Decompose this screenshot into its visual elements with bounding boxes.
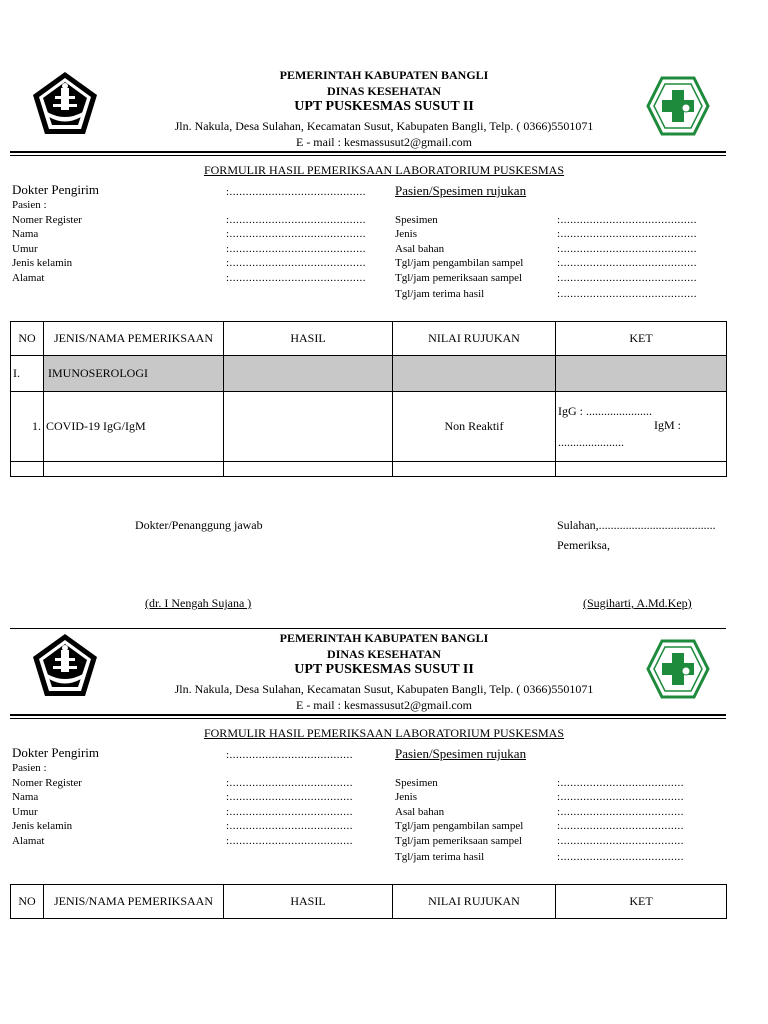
field-dokter-pengirim-2[interactable]: :...................................... [226, 749, 354, 761]
field-dokter-pengirim[interactable]: :.......................................... [226, 186, 367, 198]
header-divider-thin-2 [10, 718, 726, 719]
label-spesimen: Spesimen [395, 214, 438, 226]
row-no: 1. [11, 392, 44, 462]
header-department: DINAS KESEHATAN [327, 84, 441, 98]
table-header-row [11, 885, 727, 919]
header-ket: KET [556, 885, 727, 919]
header-government-2: PEMERINTAH KABUPATEN BANGLI [279, 631, 489, 645]
header-jenis: JENIS/NAMA PEMERIKSAAN [44, 322, 224, 356]
label-jenis-2: Jenis [395, 791, 417, 803]
field-nomer-register[interactable]: :.......................................... [226, 214, 367, 226]
ket-igm-dots: ...................... [558, 435, 624, 449]
section-nilai-cell [393, 356, 556, 392]
header-ket: KET [556, 322, 727, 356]
field-tgl-terima-2[interactable]: :...................................... [557, 851, 685, 863]
field-spesimen[interactable]: :.......................................... [557, 214, 698, 226]
table-row-empty [11, 462, 727, 477]
ket-igg: IgG : ...................... [558, 404, 652, 418]
label-tgl-pengambilan: Tgl/jam pengambilan sampel [395, 257, 524, 269]
header-hasil: HASIL [224, 322, 393, 356]
header-puskesmas-2: UPT PUSKESMAS SUSUT II [294, 662, 474, 677]
table-header-row [11, 322, 727, 356]
label-nomer-register: Nomer Register [12, 214, 82, 226]
field-asal-bahan[interactable]: :.......................................... [557, 243, 698, 255]
label-alamat-2: Alamat [12, 835, 45, 847]
label-nomer-register-2: Nomer Register [12, 777, 82, 789]
field-nama[interactable]: :.......................................... [226, 228, 367, 240]
row-name: COVID-19 IgG/IgM [44, 392, 224, 462]
field-umur[interactable]: :.......................................... [226, 243, 367, 255]
label-alamat: Alamat [12, 272, 45, 284]
header-no: NO [11, 322, 44, 356]
label-asal-bahan: Asal bahan [395, 243, 445, 255]
header-email-2: E - mail : kesmassusut2@gmail.com [295, 698, 473, 712]
label-jenis: Jenis [395, 228, 417, 240]
empty-cell [44, 462, 224, 477]
ket-igm: IgM : [654, 418, 681, 432]
header-nilai-rujukan: NILAI RUJUKAN [393, 322, 556, 356]
label-pasien-spesimen-rujukan-2: Pasien/Spesimen rujukan [395, 746, 527, 761]
field-nomer-register-2[interactable]: :...................................... [226, 777, 354, 789]
dokter-label: Dokter/Penanggung jawab [135, 518, 263, 532]
field-tgl-pemeriksaan-2[interactable]: :...................................... [557, 835, 685, 847]
header-department-2: DINAS KESEHATAN [327, 647, 441, 661]
empty-cell [11, 462, 44, 477]
field-spesimen-2[interactable]: :...................................... [557, 777, 685, 789]
label-tgl-pemeriksaan-2: Tgl/jam pemeriksaan sampel [395, 835, 523, 847]
pemeriksa-label: Pemeriksa, [557, 538, 610, 552]
label-asal-bahan-2: Asal bahan [395, 806, 445, 818]
label-pasien-spesimen-rujukan: Pasien/Spesimen rujukan [395, 183, 527, 198]
form-separator [10, 628, 726, 629]
label-tgl-terima: Tgl/jam terima hasil [395, 288, 485, 300]
section-hasil-cell [224, 356, 393, 392]
form-title-2: FORMULIR HASIL PEMERIKSAAN LABORATORIUM PUSKESMAS [203, 726, 565, 740]
field-asal-bahan-2[interactable]: :...................................... [557, 806, 685, 818]
header-address-2: Jln. Nakula, Desa Sulahan, Kecamatan Susut, Kabupaten Bangli, Telp. ( 0366)5501071 [174, 682, 594, 696]
place-date[interactable]: Sulahan,....................................... [557, 518, 716, 532]
empty-cell [556, 462, 727, 477]
header-hasil: HASIL [224, 885, 393, 919]
field-tgl-pengambilan[interactable]: :.......................................... [557, 257, 698, 269]
label-nama-2: Nama [12, 791, 39, 803]
dokter-name: (dr. I Nengah Sujana ) [145, 596, 252, 610]
label-jenis-kelamin-2: Jenis kelamin [12, 820, 73, 832]
section-no: I. [11, 356, 44, 392]
pemeriksa-name: (Sugiharti, A.Md.Kep) [583, 596, 692, 610]
empty-cell [224, 462, 393, 477]
field-tgl-pemeriksaan[interactable]: :.......................................... [557, 272, 698, 284]
row-ket[interactable] [556, 392, 727, 462]
header-nilai-rujukan: NILAI RUJUKAN [393, 885, 556, 919]
field-jenis-2[interactable]: :...................................... [557, 791, 685, 803]
lab-results-table-2 [10, 884, 727, 919]
label-tgl-pemeriksaan: Tgl/jam pemeriksaan sampel [395, 272, 523, 284]
empty-cell [393, 462, 556, 477]
label-jenis-kelamin: Jenis kelamin [12, 257, 73, 269]
table-row [11, 392, 727, 462]
field-nama-2[interactable]: :...................................... [226, 791, 354, 803]
label-dokter-pengirim-2: Dokter Pengirim [12, 745, 100, 760]
label-tgl-terima-2: Tgl/jam terima hasil [395, 851, 485, 863]
row-nilai-rujukan: Non Reaktif [393, 392, 556, 462]
label-pasien: Pasien : [12, 199, 47, 211]
field-tgl-terima[interactable]: :.......................................... [557, 288, 698, 300]
label-dokter-pengirim: Dokter Pengirim [12, 182, 100, 197]
header-jenis: JENIS/NAMA PEMERIKSAAN [44, 885, 224, 919]
field-jenis-kelamin-2[interactable]: :...................................... [226, 820, 354, 832]
header-no: NO [11, 885, 44, 919]
header-puskesmas: UPT PUSKESMAS SUSUT II [294, 99, 474, 114]
header-address: Jln. Nakula, Desa Sulahan, Kecamatan Susut, Kabupaten Bangli, Telp. ( 0366)5501071 [174, 119, 594, 133]
label-pasien-2: Pasien : [12, 762, 47, 774]
field-jenis-kelamin[interactable]: :.......................................... [226, 257, 367, 269]
label-umur-2: Umur [12, 806, 38, 818]
table-section-row [11, 356, 727, 392]
field-jenis[interactable]: :.......................................... [557, 228, 698, 240]
field-tgl-pengambilan-2[interactable]: :...................................... [557, 820, 685, 832]
field-umur-2[interactable]: :...................................... [226, 806, 354, 818]
header-email: E - mail : kesmassusut2@gmail.com [295, 135, 473, 149]
lab-results-table [10, 321, 727, 477]
form-title: FORMULIR HASIL PEMERIKSAAN LABORATORIUM PUSKESMAS [203, 163, 565, 177]
section-ket-cell [556, 356, 727, 392]
header-government: PEMERINTAH KABUPATEN BANGLI [279, 68, 489, 82]
field-alamat[interactable]: :.......................................... [226, 272, 367, 284]
label-umur: Umur [12, 243, 38, 255]
field-alamat-2[interactable]: :...................................... [226, 835, 354, 847]
row-hasil[interactable] [224, 392, 393, 462]
label-nama: Nama [12, 228, 39, 240]
header-divider-2 [10, 714, 726, 716]
section-name: IMUNOSEROLOGI [44, 356, 224, 392]
label-tgl-pengambilan-2: Tgl/jam pengambilan sampel [395, 820, 524, 832]
header-divider-thin [10, 155, 726, 156]
header-divider [10, 151, 726, 153]
label-spesimen-2: Spesimen [395, 777, 438, 789]
